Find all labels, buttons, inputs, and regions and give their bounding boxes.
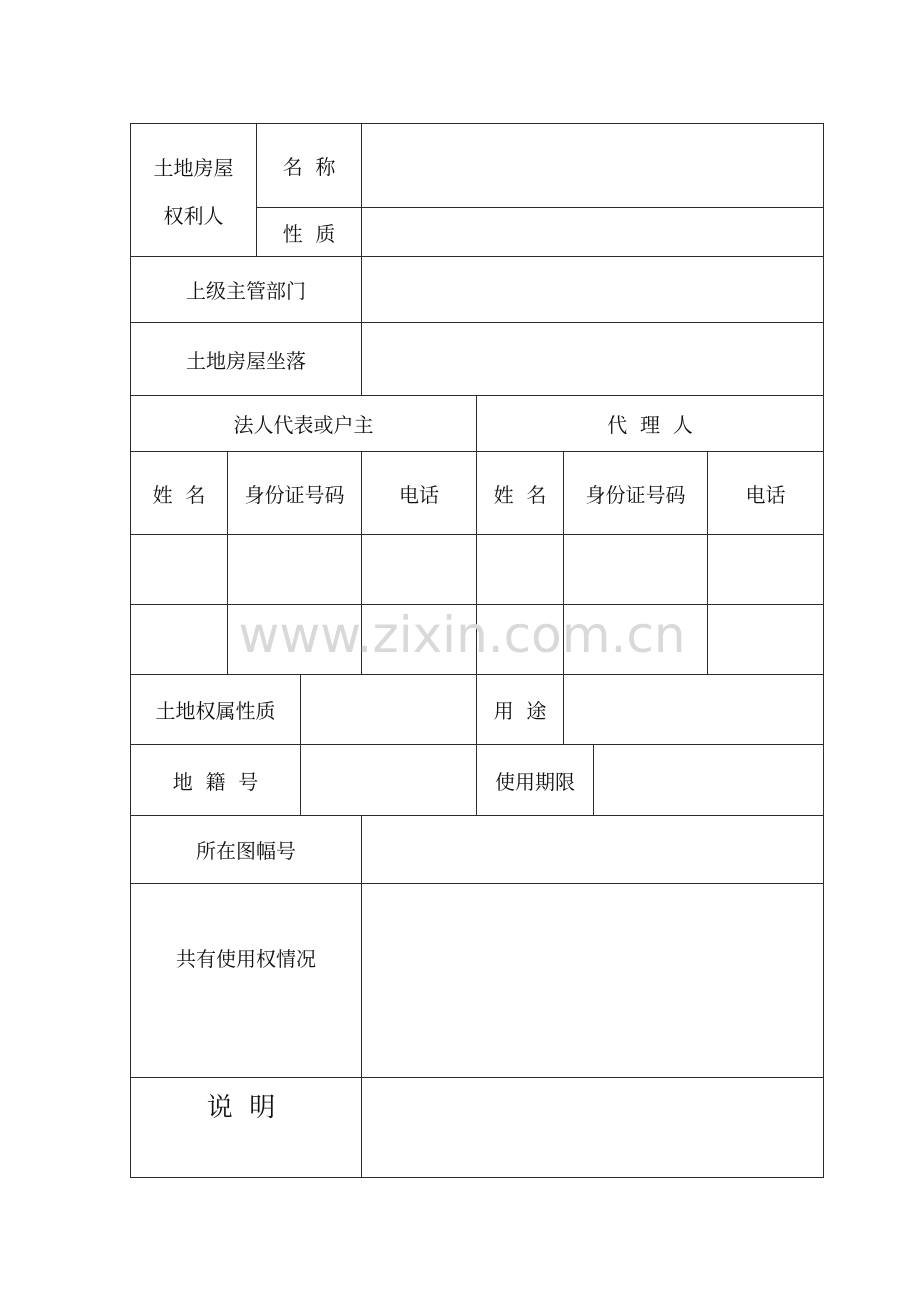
usage-label: 用 途 — [493, 699, 547, 723]
owner-label-line1: 土地房屋 — [153, 155, 234, 180]
agent-header: 代 理 人 — [607, 413, 693, 437]
notes-label: 说 明 — [206, 1092, 276, 1123]
map-sheet-field[interactable] — [362, 816, 823, 883]
land-register-label: 地 籍 号 — [172, 769, 259, 794]
legal-rep-name-field-1[interactable] — [131, 535, 227, 604]
legal-rep-id-header: 身份证号码 — [244, 482, 345, 507]
use-period-label: 使用期限 — [495, 769, 575, 794]
usage-field[interactable] — [564, 675, 823, 744]
table-border-bottom — [130, 1177, 824, 1178]
agent-id-field-2[interactable] — [564, 605, 707, 674]
use-period-field[interactable] — [594, 745, 823, 815]
legal-rep-header: 法人代表或户主 — [233, 413, 374, 437]
owner-label-line2: 权利人 — [163, 203, 224, 228]
shared-use-label: 共有使用权情况 — [176, 946, 316, 971]
agent-id-header: 身份证号码 — [585, 482, 686, 507]
land-register-field[interactable] — [301, 745, 476, 815]
owner-name-field[interactable] — [362, 124, 823, 207]
legal-rep-name-header: 姓 名 — [152, 482, 206, 507]
agent-phone-header: 电话 — [745, 482, 786, 507]
agent-phone-field-1[interactable] — [708, 535, 823, 604]
agent-id-field-1[interactable] — [564, 535, 707, 604]
owner-name-label: 名 称 — [282, 155, 336, 179]
table-border-right — [823, 123, 824, 1178]
agent-name-header: 姓 名 — [493, 482, 547, 507]
superior-dept-label: 上级主管部门 — [186, 279, 306, 303]
owner-nature-field[interactable] — [362, 208, 823, 256]
location-label: 土地房屋坐落 — [186, 348, 306, 373]
legal-rep-id-field-1[interactable] — [228, 535, 361, 604]
agent-phone-field-2[interactable] — [708, 605, 823, 674]
land-ownership-nature-field[interactable] — [301, 675, 476, 744]
owner-nature-label: 性 质 — [282, 221, 336, 246]
watermark-text: www.zixin.com.cn — [238, 606, 686, 664]
superior-dept-field[interactable] — [362, 257, 823, 322]
legal-rep-name-field-2[interactable] — [131, 605, 227, 674]
shared-use-field[interactable] — [362, 884, 823, 1077]
notes-field[interactable] — [362, 1078, 823, 1177]
land-ownership-nature-label: 土地权属性质 — [155, 699, 276, 723]
legal-rep-id-field-2[interactable] — [228, 605, 361, 674]
map-sheet-label: 所在图幅号 — [196, 839, 296, 863]
legal-rep-phone-header: 电话 — [399, 482, 439, 507]
location-field[interactable] — [362, 323, 823, 395]
agent-name-field-1[interactable] — [477, 535, 563, 604]
legal-rep-phone-field-1[interactable] — [362, 535, 476, 604]
legal-rep-phone-field-2[interactable] — [362, 605, 476, 674]
agent-name-field-2[interactable] — [477, 605, 563, 674]
